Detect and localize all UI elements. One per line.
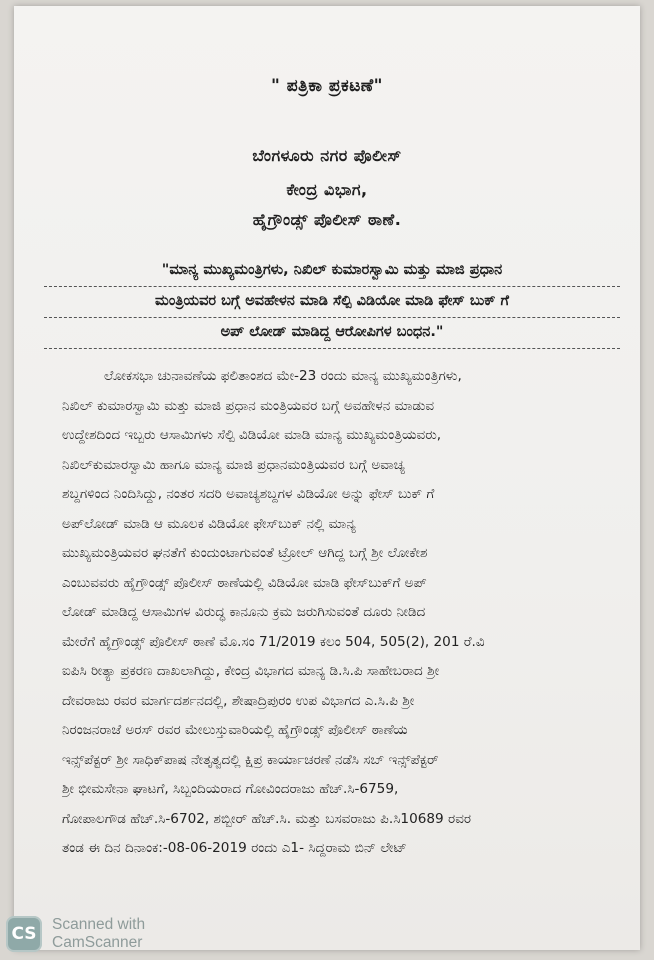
body-line: ಅಪ್‌ಲೋಡ್ ಮಾಡಿ ಆ ಮೂಲಕ ವಿಡಿಯೋ ಫೇಸ್‌ಬುಕ್ ನಲ್ಲಿ ಮಾನ್ಯ <box>62 515 356 532</box>
body-line: ಗೋಪಾಲಗೌಡ ಹೆಚ್.ಸಿ-6702, ಶಬ್ಬೀರ್ ಹೆಚ್.ಸಿ. ಮತ್ತು ಬಸವರಾಜು ಪಿ.ಸಿ10689 ರವರ <box>62 810 472 827</box>
body-line: ತಂಡ ಈ ದಿನ ದಿನಾಂಕ:-08-06-2019 ರಂದು ಎ1- ಸಿದ್ದರಾಮ ಬಿನ್ ಲೇಟ್ <box>62 840 407 856</box>
body-line: ಲೋಕಸಭಾ ಚುನಾವಣೆಯ ಫಲಿತಾಂಶದ ಮೇ-23 ರಂದು ಮಾನ್ಯ ಮುಖ್ಯಮಂತ್ರಿಗಳು, <box>104 368 462 384</box>
body-line: ಎಂಬುವವರು ಹೈಗ್ರೌಂಡ್ಸ್ ಪೊಲೀಸ್ ಠಾಣೆಯಲ್ಲಿ ವಿಡಿಯೋ ಮಾಡಿ ಫೇಸ್‌ಬುಕ್‌ಗೆ ಅಪ್ <box>62 574 427 591</box>
body-line: ಶಬ್ದಗಳಿಂದ ನಿಂದಿಸಿದ್ದು, ನಂತರ ಸದರಿ ಅವಾಚ್ಯಶಬ್ದಗಳ ವಿಡಿಯೋ ಅನ್ನು ಫೇಸ್ ಬುಕ್ ಗೆ <box>62 486 435 502</box>
body-line: ಮುಖ್ಯಮಂತ್ರಿಯವರ ಘನತೆಗೆ ಕುಂದುಂಟಾಗುವಂತೆ ಟ್ರೋಲ್ ಆಗಿದ್ದ ಬಗ್ಗೆ ಶ್ರೀ ಲೋಕೇಶ <box>62 545 428 561</box>
camscanner-logo-icon: CS <box>6 916 42 952</box>
body-line: ನಿಖಿಲ್ ಕುಮಾರಸ್ವಾಮಿ ಮತ್ತು ಮಾಜಿ ಪ್ರಧಾನ ಮಂತ್ರಿಯವರ ಬಗ್ಗೆ ಅವಹೇಳನ ಮಾಡುವ <box>62 397 435 414</box>
body-line: ಶ್ರೀ ಭೀಮಸೇನಾ ಘಾಟಗೆ, ಸಿಬ್ಬಂದಿಯರಾದ ಗೋವಿಂದರಾಜು ಹೆಚ್.ಸಿ-6759, <box>62 781 399 797</box>
watermark-text <box>52 916 145 952</box>
watermark-line: CamScanner <box>52 934 143 951</box>
body-line: ಮೇರೆಗೆ ಹೈಗ್ರೌಂಡ್ಸ್ ಪೊಲೀಸ್ ಠಾಣೆ ಮೊ.ಸಂ 71/2019 ಕಲಂ 504, 505(2), 201 ರೆ.ವಿ <box>62 633 485 650</box>
body-line: ದೇವರಾಜು ರವರ ಮಾರ್ಗದರ್ಶನದಲ್ಲಿ, ಶೇಷಾದ್ರಿಪುರಂ ಉಪ ವಿಭಾಗದ ಎ.ಸಿ.ಪಿ ಶ್ರೀ <box>62 692 415 709</box>
press-release-title: " ಪತ್ರಿಕಾ ಪ್ರಕಟಣೆ" <box>270 76 384 96</box>
subject-line: ಅಪ್ ಲೋಡ್ ಮಾಡಿದ್ದ ಆರೋಪಿಗಳ ಬಂಧನ." <box>44 318 620 349</box>
office-line-division: ಕೇಂದ್ರ ವಿಭಾಗ, <box>286 180 368 199</box>
body-line: ನಿರಂಜನರಾಜೆ ಅರಸ್ ರವರ ಮೇಲುಸ್ತುವಾರಿಯಲ್ಲಿ ಹೈಗ್ರೌಂಡ್ಸ್ ಪೊಲೀಸ್ ಠಾಣೆಯ <box>62 722 408 738</box>
document-page <box>14 6 640 950</box>
subject-block <box>44 256 620 349</box>
camscanner-watermark <box>6 914 145 954</box>
office-line-station: ಹೈಗ್ರೌಂಡ್ಸ್ ಪೊಲೀಸ್ ಠಾಣೆ. <box>252 210 402 229</box>
watermark-line: Scanned with <box>52 916 146 933</box>
office-line-city-police: ಬೆಂಗಳೂರು ನಗರ ಪೊಲೀಸ್ <box>252 146 402 165</box>
body-line: ಐಪಿಸಿ ರೀತ್ಯಾ ಪ್ರಕರಣ ದಾಖಲಾಗಿದ್ದು, ಕೇಂದ್ರ ವಿಭಾಗದ ಮಾನ್ಯ ಡಿ.ಸಿ.ಪಿ ಸಾಹೇಬರಾದ ಶ್ರೀ <box>62 663 440 679</box>
body-line: ಉದ್ದೇಶದಿಂದ ಇಬ್ಬರು ಆಸಾಮಿಗಳು ಸೆಲ್ಪಿ ವಿಡಿಯೋ ಮಾಡಿ ಮಾನ್ಯ ಮುಖ್ಯಮಂತ್ರಿಯವರು, <box>62 427 442 443</box>
body-line: ಇನ್ಸ್‌ಪೆಕ್ಟರ್ ಶ್ರೀ ಸಾಧಿಕ್‌ಪಾಷ ನೇತೃತ್ವದಲ್ಲಿ ಕ್ಷಿಪ್ರ ಕಾರ್ಯಾಚರಣೆ ನಡೆಸಿ ಸಬ್ ಇನ್ಸ್‌ಪೆಕ್ಟರ್ <box>62 751 439 768</box>
subject-line: ಮಂತ್ರಿಯವರ ಬಗ್ಗೆ ಅವಹೇಳನ ಮಾಡಿ ಸೆಲ್ಪಿ ವಿಡಿಯೋ ಮಾಡಿ ಫೇಸ್ ಬುಕ್ ಗೆ <box>44 287 620 318</box>
body-line: ಲೋಡ್ ಮಾಡಿದ್ದ ಆಸಾಮಿಗಳ ವಿರುದ್ಧ ಕಾನೂನು ಕ್ರಮ ಜರುಗಿಸುವಂತೆ ದೂರು ನೀಡಿದ <box>62 604 426 620</box>
body-paragraph <box>62 362 632 864</box>
body-line: ನಿಖಿಲ್‌ಕುಮಾರಸ್ವಾಮಿ ಹಾಗೂ ಮಾನ್ಯ ಮಾಜಿ ಪ್ರಧಾನಮಂತ್ರಿಯವರ ಬಗ್ಗೆ ಅವಾಚ್ಯ <box>62 456 405 473</box>
subject-line: "ಮಾನ್ಯ ಮುಖ್ಯಮಂತ್ರಿಗಳು, ನಿಖಿಲ್ ಕುಮಾರಸ್ವಾಮಿ ಮತ್ತು ಮಾಜಿ ಪ್ರಧಾನ <box>44 256 620 287</box>
